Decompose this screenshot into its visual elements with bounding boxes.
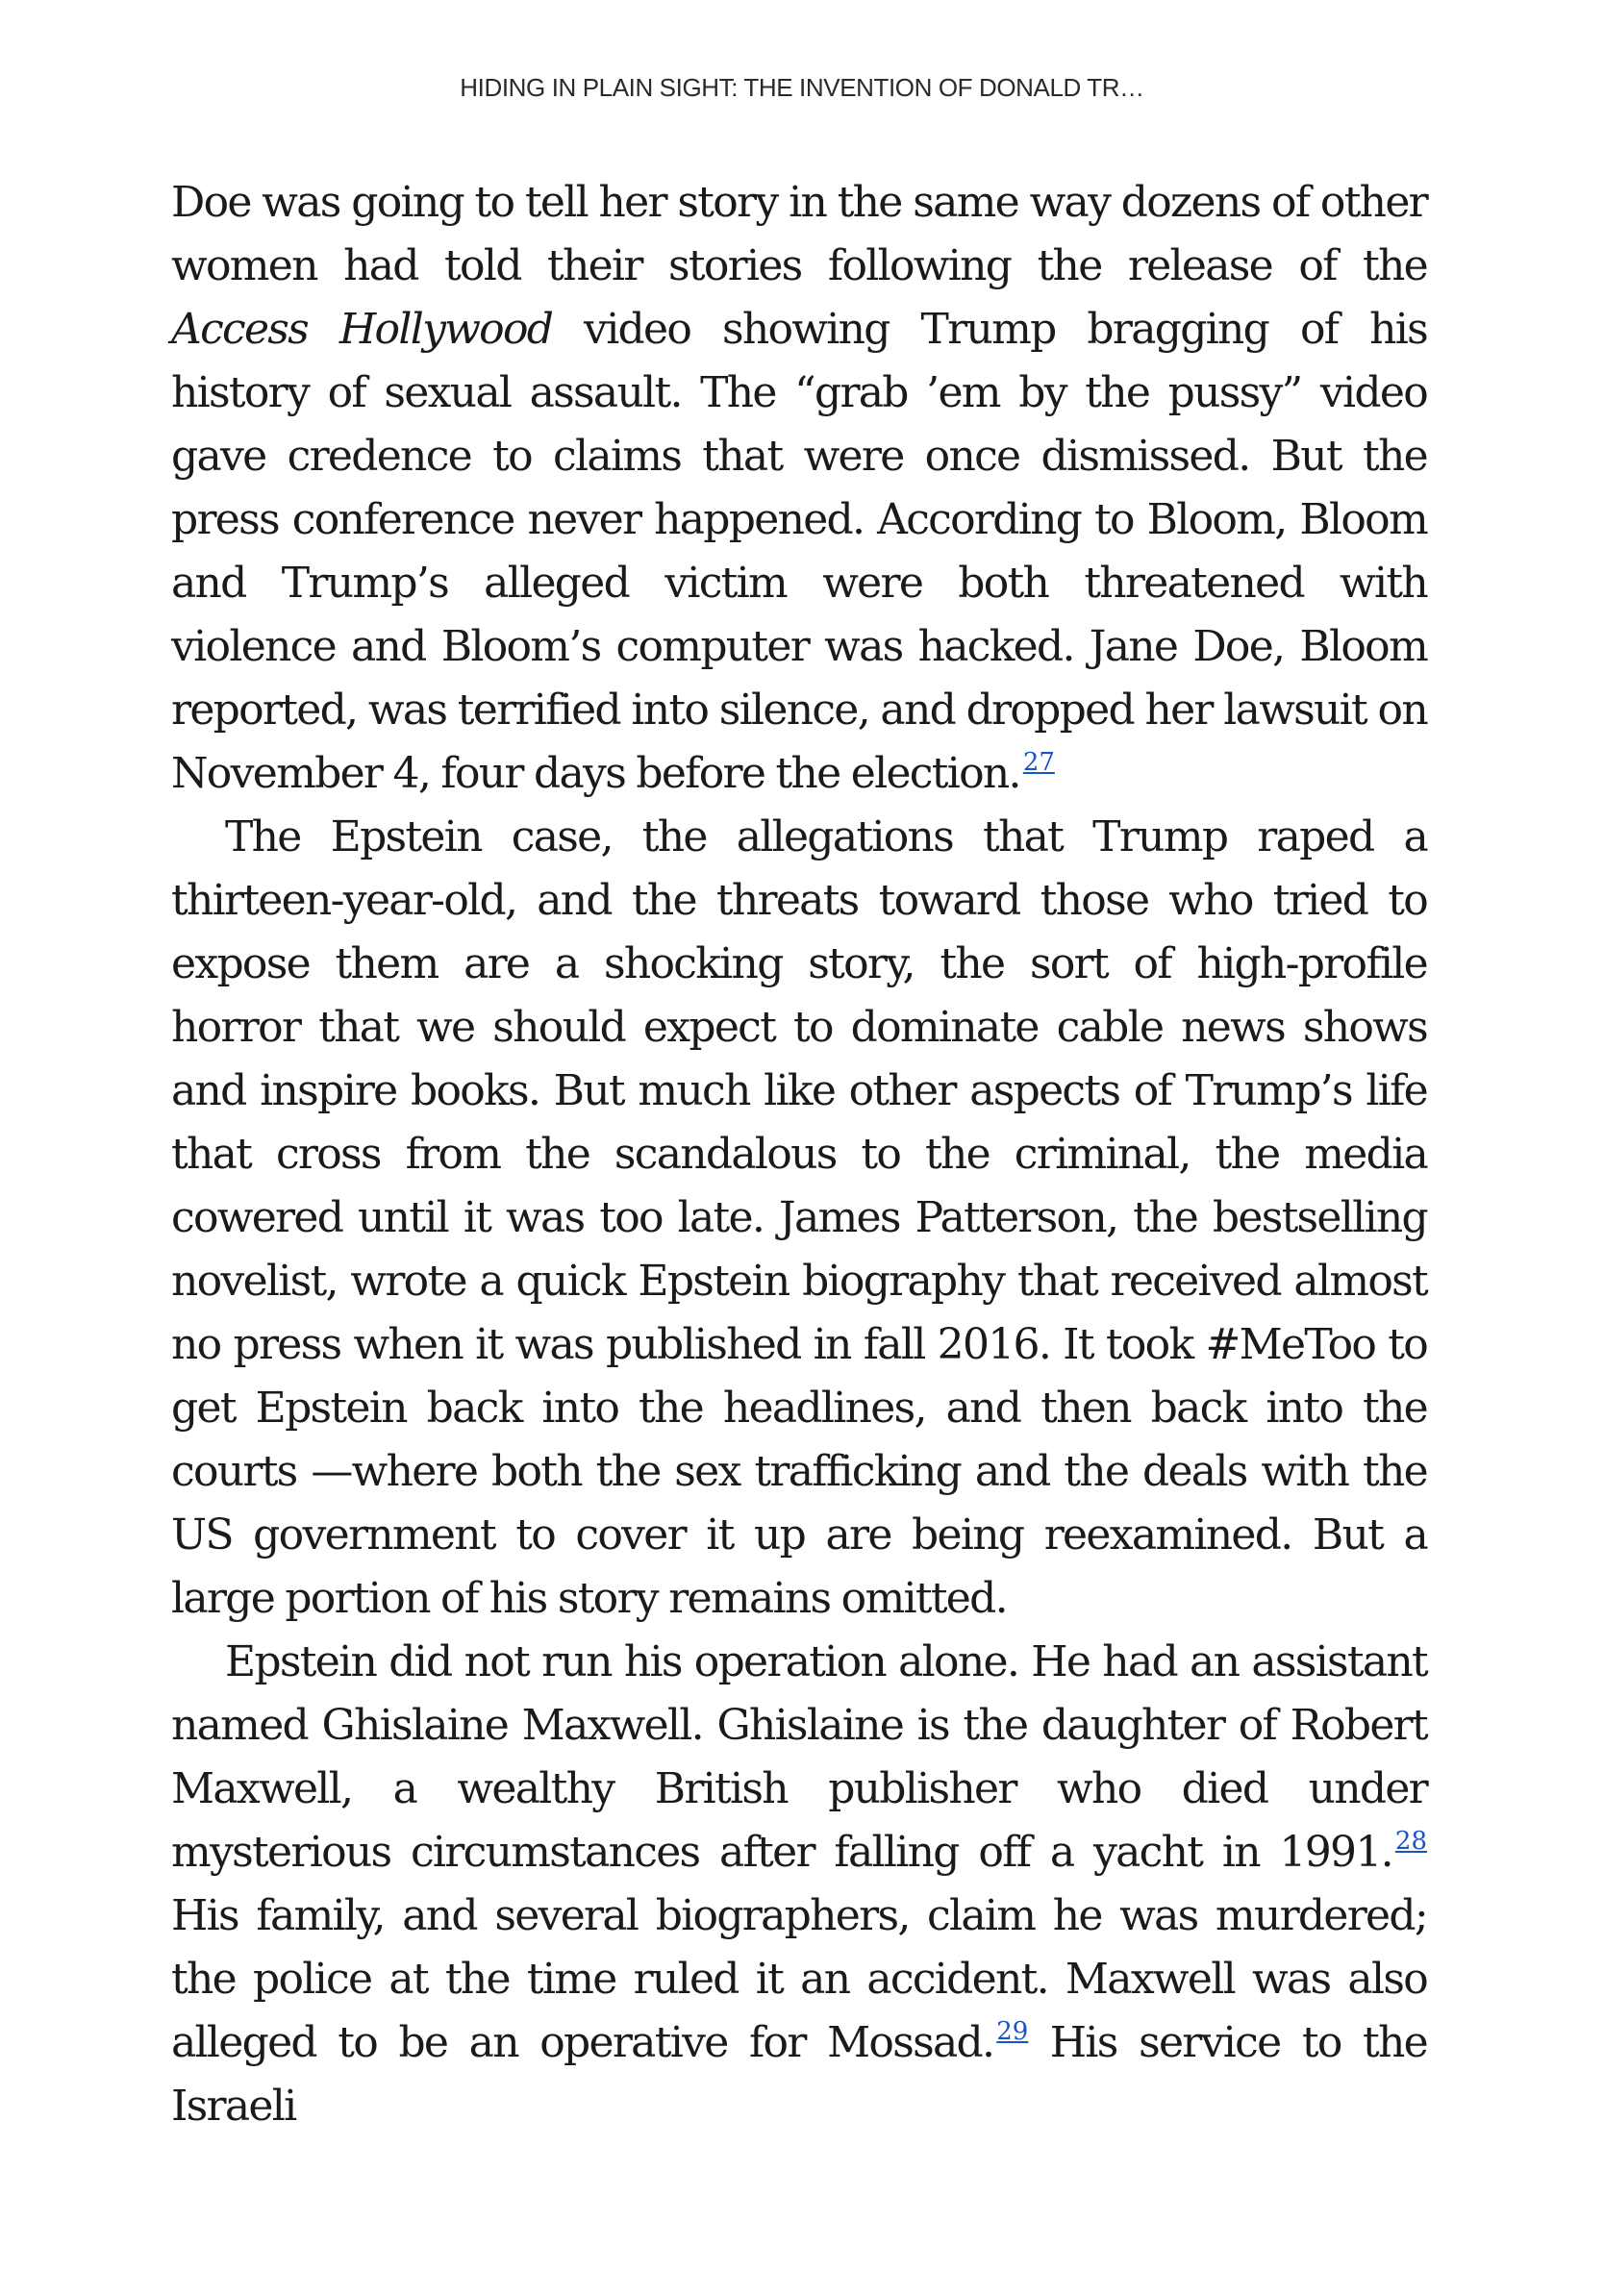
- paragraph-1-italic-title: Access Hollywood: [171, 305, 553, 354]
- paragraph-1: [171, 171, 1427, 806]
- running-head: HIDING IN PLAIN SIGHT: THE INVENTION OF DONALD TR…: [460, 73, 1144, 102]
- page-body: [171, 171, 1427, 2138]
- footnote-link-27[interactable]: 27: [1022, 748, 1055, 777]
- paragraph-3-text-b: His family, and several biographers, claim he was murdered; the police at the time ruled it an accident. Maxwell was also alleged to be an operative for Mossad.: [171, 1891, 1427, 2067]
- footnote-link-28[interactable]: 28: [1394, 1827, 1427, 1856]
- footnote-link-29[interactable]: 29: [996, 2017, 1029, 2046]
- paragraph-1-text-a: Doe was going to tell her story in the same way dozens of other women had told their stories following the release of the: [171, 178, 1427, 290]
- paragraph-2: The Epstein case, the allegations that Trump raped a thirteen-year-old, and the threats toward those who tried to expose them are a shocking story, the sort of high-profile horror that we should expect to dominate cable news shows and inspire books. But much like other aspects of Trump’s life that cross from the scandalous to the criminal, the media cowered until it was too late. James Patterson, the bestselling novelist, wrote a quick Epstein biography that received almost no press when it was published in fall 2016. It took #MeToo to get Epstein back into the headlines, and then back into the courts —where both the sex trafficking and the deals with the US government to cover it up are being reexamined. But a large portion of his story remains omitted.: [171, 812, 1427, 1623]
- paragraph-3-text-c: His service to the Israeli: [171, 2018, 1427, 2131]
- paragraph-1-text-b: video showing Trump bragging of his history of sexual assault. The “grab ’em by the pussy” video gave credence to claims that were once dismissed. But the press conference never happened. According to Bloom, Bloom and Trump’s alleged victim were both threatened with violence and Bloom’s computer was hacked. Jane Doe, Bloom reported, was terrified into silence, and dropped her lawsuit on November 4, four days before the election.: [171, 305, 1428, 798]
- paragraph-3-text-a: Epstein did not run his operation alone. He had an assistant named Ghislaine Maxwell. Ghislaine is the daughter of Robert Maxwell, a wealthy British publisher who died under mysterious circumstances after falling off a yacht in 1991.: [171, 1637, 1427, 1877]
- paragraph-3: [171, 1631, 1427, 2138]
